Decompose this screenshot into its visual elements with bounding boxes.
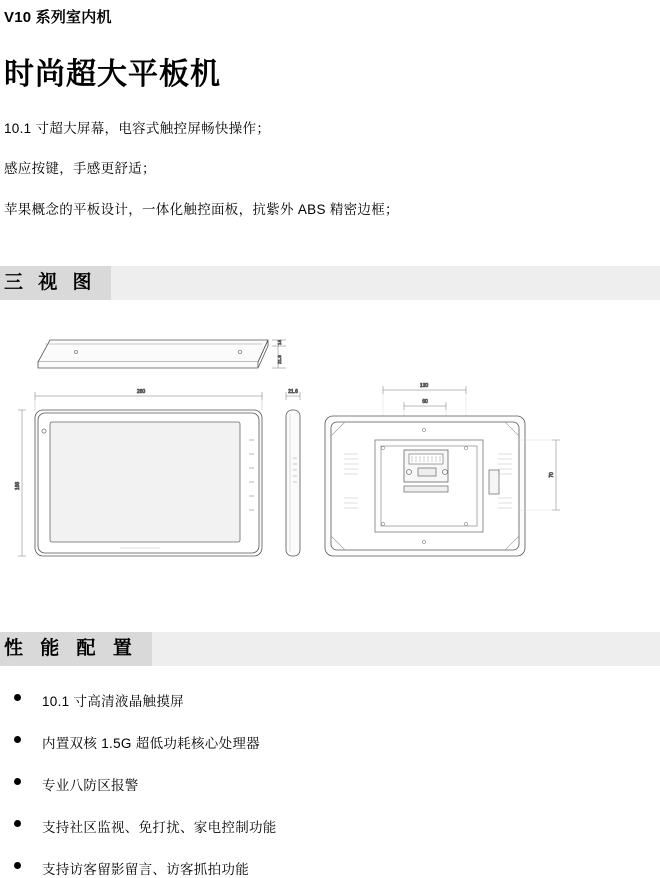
description-line: 10.1 寸超大屏幕，电容式触控屏畅快操作； xyxy=(4,121,271,136)
dimension-label: 260 xyxy=(136,388,146,395)
datasheet-page xyxy=(0,6,660,877)
series-title: V10 系列室内机 xyxy=(4,9,112,26)
bullet-icon xyxy=(14,736,21,743)
dimension-label: 21.6 xyxy=(277,354,282,364)
dimension-label: 166 xyxy=(15,481,21,490)
bullet-icon xyxy=(14,694,21,701)
list-item xyxy=(14,774,660,794)
description-line: 苹果概念的平板设计，一体化触控面板，抗紫外 ABS 精密边框； xyxy=(4,201,399,217)
section-header-views xyxy=(0,266,660,300)
header-block xyxy=(0,6,660,220)
section-title-performance: 性 能 配 置 xyxy=(0,632,152,666)
three-view-drawings xyxy=(0,328,660,588)
dimension-label: 21.6 xyxy=(288,388,298,395)
page-title: 时尚超大平板机 xyxy=(4,58,221,91)
list-item xyxy=(14,690,660,710)
list-item-label: 支持访客留影留言、访客抓拍功能 xyxy=(42,861,249,877)
list-item xyxy=(14,816,660,836)
back-view-drawing xyxy=(325,383,560,556)
list-item-label: 内置双核 1.5G 超低功耗核心处理器 xyxy=(42,735,260,751)
bullet-icon xyxy=(14,820,21,827)
list-item xyxy=(14,858,660,878)
bullet-icon xyxy=(14,862,21,869)
feature-list xyxy=(0,690,660,878)
list-item xyxy=(14,732,660,752)
section-header-performance xyxy=(0,632,660,666)
list-item-label: 10.1 寸高清液晶触摸屏 xyxy=(42,693,184,709)
dimension-label: 130 xyxy=(419,382,429,389)
dimension-label: 70 xyxy=(549,471,555,478)
cad-drawing-svg xyxy=(0,328,660,588)
section-title-views: 三 视 图 xyxy=(0,266,111,300)
bullet-icon xyxy=(14,778,21,785)
description-line: 感应按键，手感更舒适； xyxy=(4,161,156,177)
front-view-drawing xyxy=(15,389,262,556)
dimension-label: 14 xyxy=(277,339,282,345)
list-item-label: 专业八防区报警 xyxy=(42,777,139,793)
dimension-label: 60 xyxy=(422,398,428,405)
side-view-drawing xyxy=(286,389,300,556)
top-view-drawing xyxy=(38,339,286,368)
list-item-label: 支持社区监视、免打扰、家电控制功能 xyxy=(42,819,277,835)
